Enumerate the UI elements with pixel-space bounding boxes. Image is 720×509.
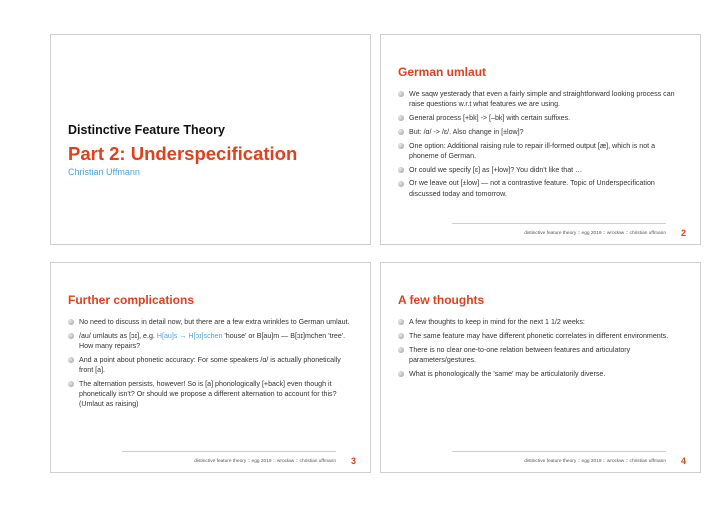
bullet-text: The same feature may have different phonetic correlates in different environments. <box>409 331 669 340</box>
bullet-text: One option: Additional raising rule to repair ill-formed output [æ], which is not a phoneme of German. <box>409 141 656 160</box>
bullet-icon <box>398 333 404 339</box>
slide-title: German umlaut <box>398 65 487 79</box>
bullet-item <box>68 317 353 327</box>
bullet-text: The alternation persists, however! So is [a] phonologically [+back] even though it phonetically isn't? Or should we propose a different alternation to account for this? (Umlaut as raising) <box>79 379 337 409</box>
bullet-text: A few thoughts to keep in mind for the next 1 1/2 weeks: <box>409 318 585 326</box>
bullet-list <box>398 317 683 382</box>
bullet-icon <box>398 181 404 187</box>
bullet-icon <box>68 357 74 363</box>
bullet-text: What is phonologically the 'same' may be articulatorily diverse. <box>409 369 606 378</box>
example-link[interactable]: H[au]s → H[ɔɪ]schen <box>156 331 223 340</box>
bullet-text: And a point about phonetic accuracy: For some speakers /ɑ/ is actually phonetically front [a]. <box>79 355 341 374</box>
page-number: 4 <box>680 456 686 466</box>
slide-footer <box>381 222 700 236</box>
bullet-item <box>398 178 683 198</box>
bullet-icon <box>68 333 74 339</box>
bullet-item <box>68 331 353 351</box>
bullet-icon <box>398 319 404 325</box>
bullet-text: Or could we specify [ɛ] as [+low]? You didn't like that … <box>409 165 583 174</box>
bullet-item <box>68 355 353 375</box>
bullet-text: We saqw yesterady that even a fairly simple and straightforward looking process can raise questions w.r.t what features we are using. <box>409 90 675 109</box>
bullet-text: General process [+bk] -> [–bk] with certain suffixes. <box>409 114 571 122</box>
bullet-item <box>398 165 683 175</box>
slide-2 <box>380 34 701 245</box>
bullet-icon <box>398 167 404 173</box>
page-number: 2 <box>680 228 686 238</box>
slide-author: Christian Uffmann <box>68 167 140 177</box>
bullet-item <box>398 331 683 341</box>
bullet-icon <box>398 115 404 121</box>
footer-divider <box>452 223 666 224</box>
bullet-text-pre: /au/ umlauts as [ɔɪ], e.g. <box>79 331 157 340</box>
bullet-list <box>68 317 353 413</box>
slide-footer <box>381 450 700 464</box>
slide-4 <box>380 262 701 473</box>
bullet-item <box>398 369 683 379</box>
bullet-item <box>398 113 683 123</box>
bullet-text: But: /ɑ/ -> /ɛ/. Also change in [±low]? <box>409 127 524 136</box>
footer-divider <box>122 451 336 452</box>
bullet-item <box>398 317 683 327</box>
bullet-icon <box>68 319 74 325</box>
footer-text: distinctive feature theory :: egg 2019 :: wrocław :: christian uffmann <box>524 459 666 464</box>
slide-1 <box>50 34 371 245</box>
bullet-icon <box>398 143 404 149</box>
slide-title: A few thoughts <box>398 293 485 307</box>
bullet-item <box>398 345 683 365</box>
slide-title: Part 2: Underspecification <box>68 143 298 164</box>
slide-3 <box>50 262 371 473</box>
slide-kicker: Distinctive Feature Theory <box>68 123 225 137</box>
bullet-text: Or we leave out [±low] — not a contrastive feature. Topic of Underspecification discussed today and tomorrow. <box>409 179 655 198</box>
slide-footer <box>51 450 370 464</box>
bullet-icon <box>398 91 404 97</box>
slide-title: Further complications <box>68 293 195 307</box>
bullet-icon <box>398 371 404 377</box>
bullet-item <box>398 89 683 109</box>
footer-text: distinctive feature theory :: egg 2019 :: wrocław :: christian uffmann <box>524 231 666 236</box>
bullet-text: There is no clear one-to-one relation between features and articulatory parameters/gestures. <box>409 345 631 364</box>
bullet-icon <box>398 347 404 353</box>
bullet-icon <box>68 381 74 387</box>
bullet-item <box>398 127 683 137</box>
footer-text: distinctive feature theory :: egg 2019 :: wrocław :: christian uffmann <box>194 459 336 464</box>
bullet-text: No need to discuss in detail now, but there are a few extra wrinkles to German umlaut. <box>79 318 350 326</box>
bullet-item <box>398 141 683 161</box>
footer-divider <box>452 451 666 452</box>
bullet-text-post: 'house' or B[au]m — B[ɔɪ]mchen 'tree'. How many repairs? <box>79 331 346 350</box>
bullet-item <box>68 379 353 410</box>
bullet-icon <box>398 129 404 135</box>
bullet-list <box>398 89 683 202</box>
page-number: 3 <box>350 456 356 466</box>
